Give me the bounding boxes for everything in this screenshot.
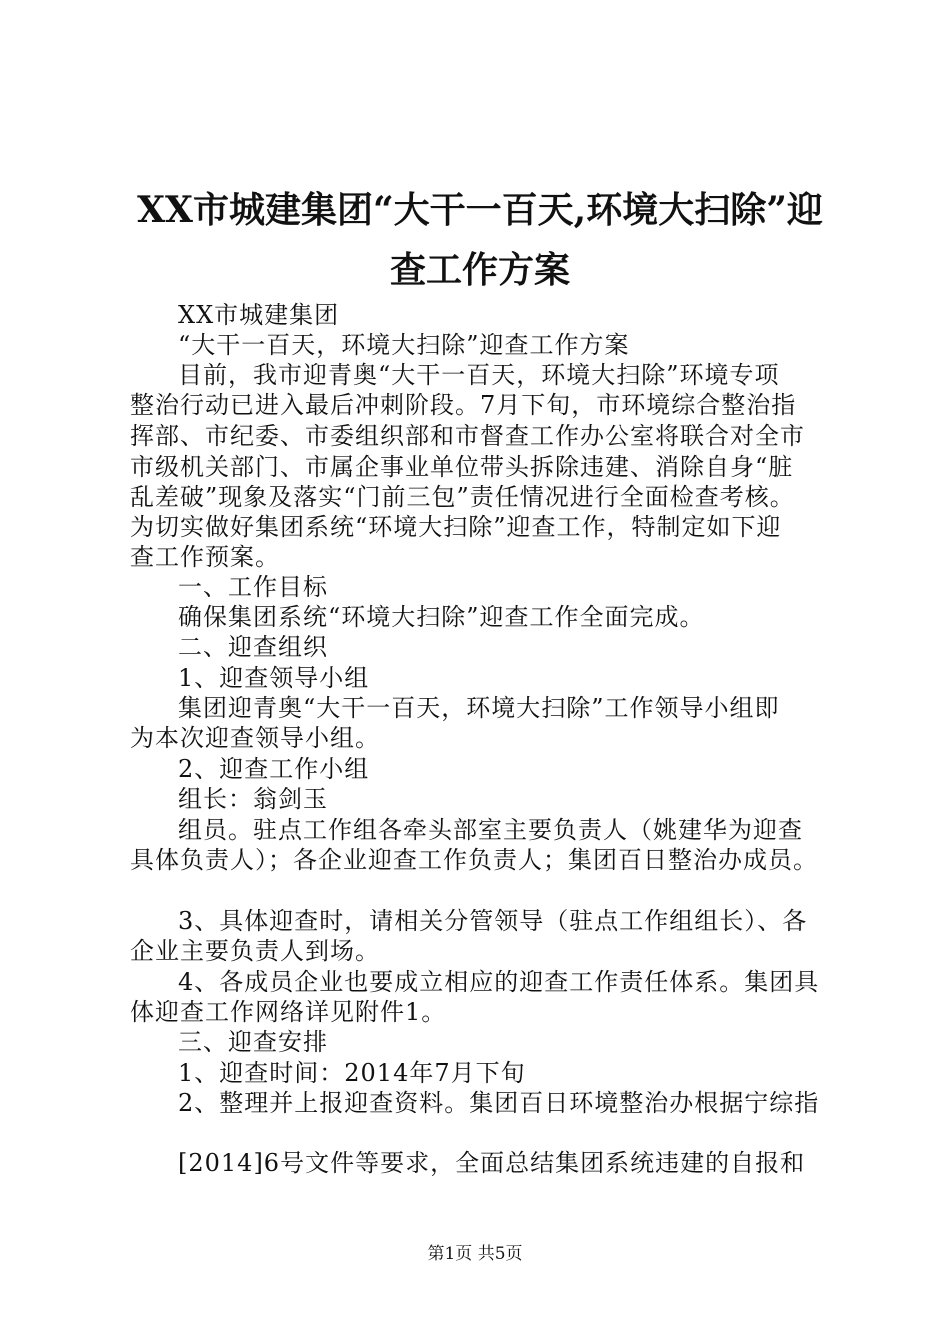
body-line: 挥部、市纪委、市委组织部和市督查工作办公室将联合对全市 [130,422,805,450]
body-line: 具体负责人）；各企业迎查工作负责人；集团百日整治办成员。 [130,846,818,874]
body-line: 2、整理并上报迎查资料。集团百日环境整治办根据宁综指 [178,1089,820,1117]
body-line: [2014]6号文件等要求，全面总结集团系统违建的自报和 [178,1149,806,1177]
body-line: 为切实做好集团系统“环境大扫除”迎查工作，特制定如下迎 [130,513,782,541]
sub-heading: 1、迎查领导小组 [178,664,370,692]
section-heading: 一、工作目标 [178,573,328,601]
body-line: 4、各成员企业也要成立相应的迎查工作责任体系。集团具 [178,968,820,996]
body-line: 1、迎查时间：2014年7月下旬 [178,1059,526,1087]
body-line: 查工作预案。 [130,543,280,571]
section-heading: 三、迎查安排 [178,1028,328,1056]
page-footer: 第1页 共5页 [427,1244,523,1264]
section-heading: 二、迎查组织 [178,633,328,661]
body-line: 确保集团系统“环境大扫除”迎查工作全面完成。 [178,603,705,631]
body-line: 整治行动已进入最后冲刺阶段。7月下旬，市环境综合整治指 [130,391,797,419]
body-line: 乱差破”现象及落实“门前三包”责任情况进行全面检查考核。 [130,483,795,511]
body-line: 企业主要负责人到场。 [130,937,380,965]
body-line: 市级机关部门、市属企事业单位带头拆除违建、消除自身“脏 [130,453,794,481]
body-line: 为本次迎查领导小组。 [130,724,380,752]
body-line: 体迎查工作网络详见附件1。 [130,998,447,1026]
sub-heading: 2、迎查工作小组 [178,755,370,783]
document-title-line-2: 查工作方案 [389,249,570,291]
body-line: 组长：翁剑玉 [178,785,328,813]
body-line: 组员。驻点工作组各牵头部室主要负责人（姚建华为迎查 [178,816,803,844]
body-line: 3、具体迎查时，请相关分管领导（驻点工作组组长）、各 [178,907,808,935]
body-line: 目前，我市迎青奥“大干一百天，环境大扫除”环境专项 [178,361,780,389]
document-title-line-1: XX市城建集团“大干一百天,环境大扫除”迎 [137,189,823,231]
body-line: XX市城建集团 [178,301,340,329]
body-line: “大干一百天，环境大扫除”迎查工作方案 [178,331,630,359]
body-line: 集团迎青奥“大干一百天，环境大扫除”工作领导小组即 [178,694,780,722]
